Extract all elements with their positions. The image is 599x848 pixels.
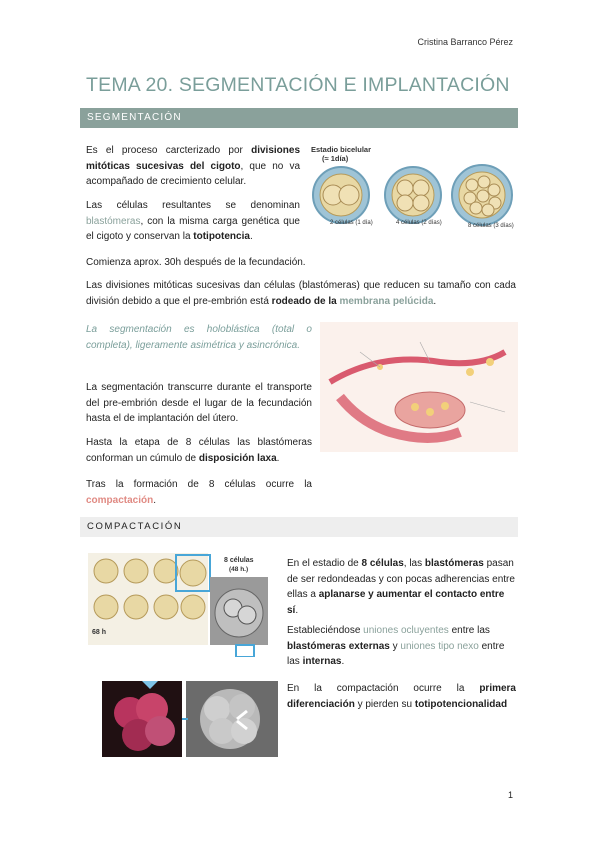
figure-oviduct-transport (320, 322, 518, 452)
paragraph-seg-6: La segmentación transcurre durante el transporte del pre-embrión desde el lugar de la fecundación hasta el de implantación del útero. (86, 382, 312, 424)
paragraph-seg-2: Las células resultantes se denominan blastómeras, con la misma carga genética que el cigoto y conservan la totipotencia. (86, 200, 300, 242)
compaction-illustration (88, 553, 282, 657)
paragraph-seg-3: Comienza aprox. 30h después de la fecundación. (86, 257, 306, 268)
page-number: 1 (507, 790, 513, 800)
paragraph-comp-1: En el estadio de 8 células, las blastómeras pasan de ser redondeadas y con pocas adherencias entre ellas a aplanarse y aumentar el contacto entre sí. (287, 558, 515, 616)
paragraph-seg-1: Es el proceso carcterizado por divisiones mitóticas sucesivas del cigoto, que no va acompañado de crecimiento celular. (86, 145, 301, 187)
paragraph-seg-7: Hasta la etapa de 8 células las blastómeras conforman un cúmulo de disposición laxa. (86, 437, 312, 464)
figure-compaction-stages: 8 células (48 h.) 68 h (88, 553, 282, 657)
paragraph-seg-4: Las divisiones mitóticas sucesivas dan células (blastómeras) que reducen su tamaño con cada división debido a que el pre-embrión está rodeado de la membrana pelúcida. (86, 280, 516, 307)
figure-compaction-micrograph (102, 681, 278, 757)
paragraph-comp-3: En la compactación ocurre la primera diferenciación y pierden su totipotencionalidad (287, 683, 516, 710)
paragraph-seg-8: Tras la formación de 8 células ocurre la compactación. (86, 479, 312, 506)
section-heading-segmentacion: SEGMENTACIÓN (80, 108, 518, 128)
paragraph-comp-2: Estableciéndose uniones ocluyentes entre las blastómeras externas y uniones tipo nexo entre las internas. (287, 625, 505, 667)
page-title: TEMA 20. SEGMENTACIÓN E IMPLANTACIÓN (86, 74, 510, 96)
figure-cleavage-stages: Estadio bicelular (≈ 1día) 2 células (1 día) 4 células (2 días) 8 células (3 días) (308, 143, 518, 239)
section-heading-compactacion: COMPACTACIÓN (80, 517, 518, 537)
paragraph-seg-5: La segmentación es holoblástica (total o completa), ligeramente asimétrica y asincrónica. (86, 324, 312, 351)
author-header: Cristina Barranco Pérez (417, 37, 513, 47)
